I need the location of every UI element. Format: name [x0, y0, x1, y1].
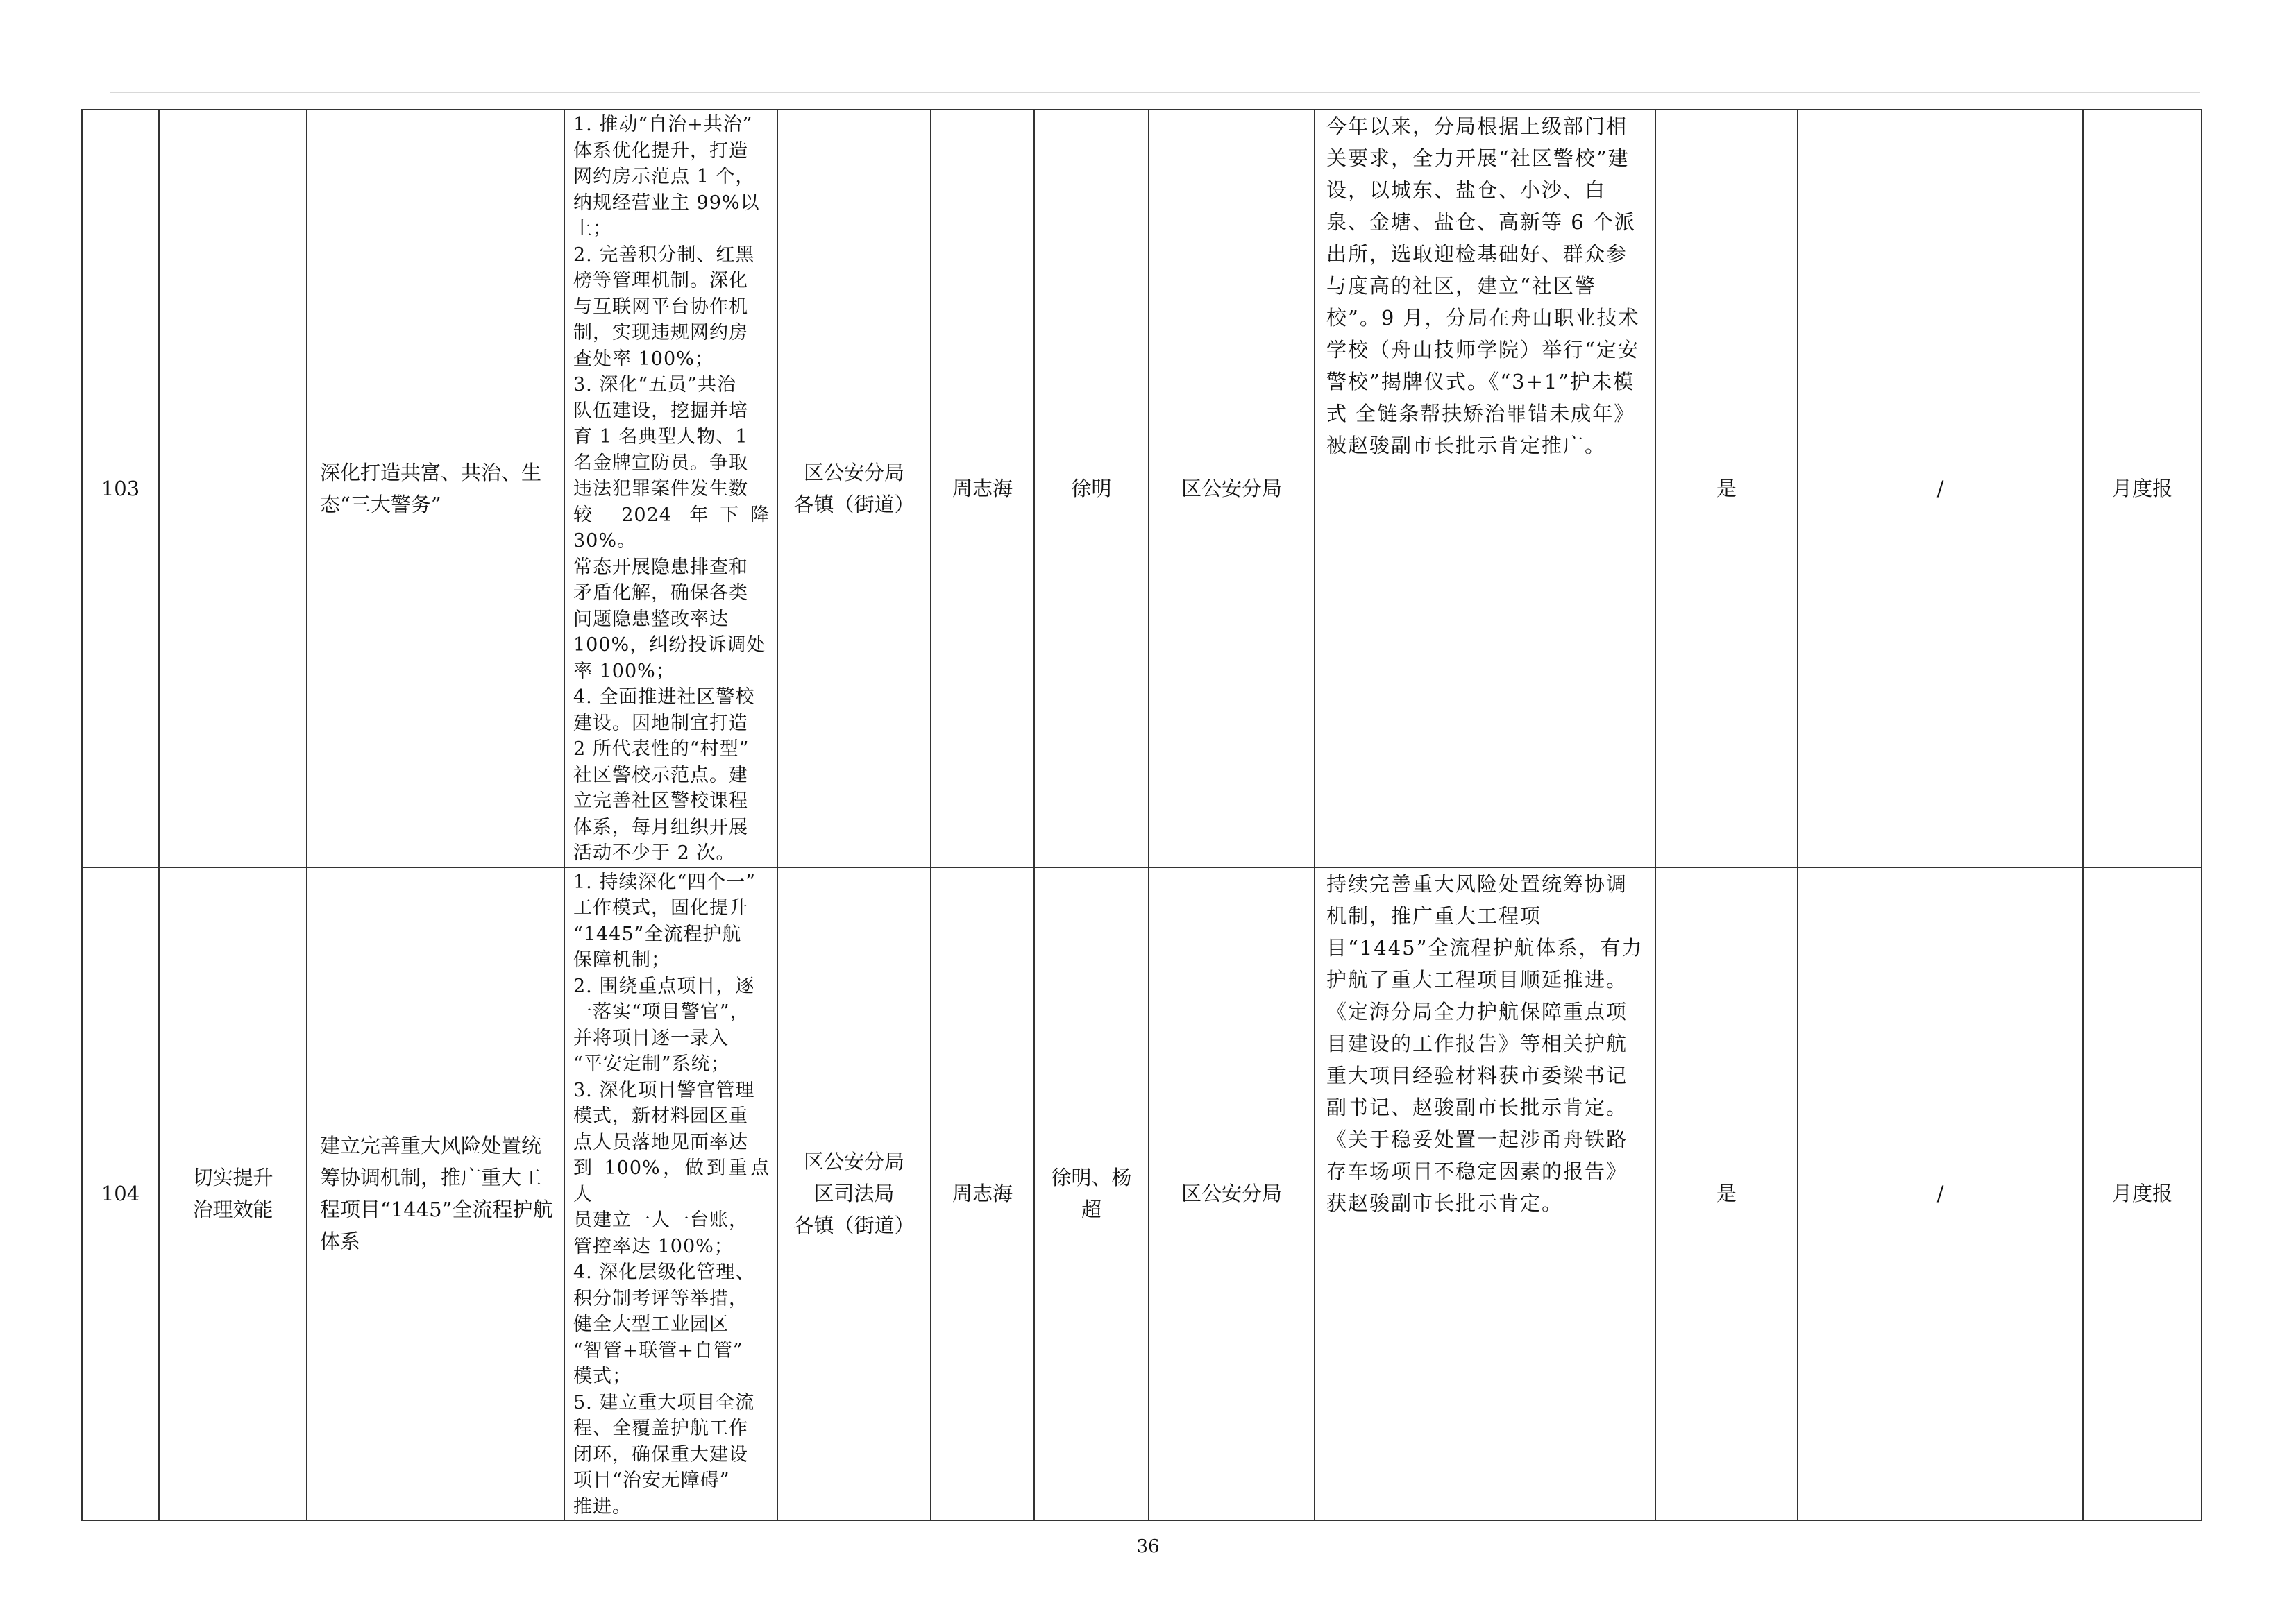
measure-line: 制，实现违规网约房	[573, 322, 748, 343]
measures-cell	[564, 110, 777, 867]
measure-line: 纳规经营业主 99%以	[573, 192, 760, 214]
row-number: 103	[82, 110, 159, 867]
measure-line: 队伍建设，挖掘并培	[573, 400, 748, 422]
measure-line: 与互联网平台协作机	[573, 296, 748, 318]
measure-line: 闭环，确保重大建设	[573, 1443, 748, 1465]
measure-line: 名金牌宣防员。争取	[573, 452, 748, 474]
measure-line: 4. 全面推进社区警校	[573, 686, 755, 708]
lead-leader-cell: 周志海	[931, 867, 1034, 1521]
responsible-leader-cell: 徐明、杨超	[1034, 867, 1149, 1521]
task-table	[81, 109, 2202, 1521]
measure-line: 并将项目逐一录入	[573, 1027, 729, 1049]
measure-line: 问题隐患整改率达	[573, 608, 729, 630]
measure-line: 立完善社区警校课程	[573, 790, 748, 812]
measure-line: 模式；	[573, 1366, 632, 1387]
measure-line: 健全大型工业园区	[573, 1314, 729, 1335]
responsible-units-cell	[777, 867, 931, 1521]
measure-line: 违法犯罪案件发生数	[573, 478, 748, 500]
frequency-cell: 月度报	[2083, 867, 2202, 1521]
measure-line: 100%，纠纷投诉调处	[573, 634, 766, 656]
flag-cell: 是	[1655, 867, 1798, 1521]
measure-line: 1. 持续深化“四个一”	[573, 871, 756, 893]
responsible-unit: 区公安分局	[803, 460, 904, 484]
measure-line: 活动不少于 2 次。	[573, 842, 736, 864]
measure-line: 4. 深化层级化管理、	[573, 1261, 755, 1283]
measure-line: 建设。因地制宜打造	[573, 712, 748, 734]
responsible-unit: 各镇（街道）	[793, 1214, 915, 1238]
measure-line: 工作模式，固化提升	[573, 897, 748, 919]
category-cell: 切实提升治理效能	[159, 867, 307, 1521]
measure-line: 5. 建立重大项目全流	[573, 1391, 755, 1413]
measure-line: 育 1 名典型人物、1	[573, 426, 748, 448]
category-cell	[159, 110, 307, 867]
measure-line: 员建立一人一台账，	[573, 1209, 748, 1231]
measure-line: 率 100%；	[573, 660, 675, 682]
task-cell: 深化打造共富、共治、生态“三大警务”	[307, 110, 564, 867]
measure-line: 2 所代表性的“村型”	[573, 738, 750, 760]
frequency-cell: 月度报	[2083, 110, 2202, 867]
lead-department-cell: 区公安分局	[1149, 110, 1315, 867]
measure-line: 点人员落地见面率达	[573, 1131, 748, 1153]
header-rule	[110, 92, 2200, 93]
measure-line: 体系，每月组织开展	[573, 816, 748, 838]
page-number: 36	[1136, 1536, 1160, 1557]
measure-line: 较 2024 年下降 30%。	[573, 504, 777, 552]
measure-line: “1445”全流程护航	[573, 923, 742, 945]
measure-line: 模式，新材料园区重	[573, 1105, 748, 1127]
measure-line: 2. 围绕重点项目，逐	[573, 975, 755, 997]
table-row	[82, 867, 2202, 1521]
responsible-leader-cell: 徐明	[1034, 110, 1149, 867]
measure-line: 3. 深化项目警官管理	[573, 1079, 755, 1101]
measure-line: “平安定制”系统；	[573, 1053, 730, 1075]
note-cell: /	[1798, 867, 2083, 1521]
note-cell: /	[1798, 110, 2083, 867]
measure-line: 积分制考评等举措，	[573, 1287, 748, 1309]
progress-cell: 今年以来，分局根据上级部门相关要求，全力开展“社区警校”建设，以城东、盐仓、小沙、白泉、金塘、盐仓、高新等 6 个派出所，选取迎检基础好、群众参与度高的社区，建立“社区警校”。9 月，分局在舟山职业技术学校（舟山技师学院）举行“定安警校”揭牌仪式。《“3+1”护未模式 全链条帮扶矫治罪错未成年》被赵骏副市长批示肯定推广。	[1315, 110, 1655, 867]
measure-line: 体系优化提升，打造	[573, 139, 748, 162]
measure-line: 1. 推动“自治+共治”	[573, 114, 753, 135]
table-row	[82, 110, 2202, 867]
measure-line: 保障机制；	[573, 949, 670, 971]
measure-line: 查处率 100%；	[573, 348, 714, 370]
measure-line: 矛盾化解，确保各类	[573, 582, 748, 604]
responsible-unit: 区司法局	[813, 1182, 895, 1206]
task-cell: 建立完善重大风险处置统筹协调机制，推广重大工程项目“1445”全流程护航体系	[307, 867, 564, 1521]
measure-line: 推进。	[573, 1495, 632, 1518]
measure-line: 程、全覆盖护航工作	[573, 1418, 748, 1439]
measure-line: “智管+联管+自管”	[573, 1339, 743, 1361]
lead-department-cell: 区公安分局	[1149, 867, 1315, 1521]
measure-line: 榜等管理机制。深化	[573, 270, 748, 291]
measure-line: 一落实“项目警官”，	[573, 1001, 750, 1023]
measure-line: 社区警校示范点。建	[573, 764, 748, 786]
flag-cell: 是	[1655, 110, 1798, 867]
measure-line: 上；	[573, 218, 612, 239]
measure-line: 到 100%，做到重点人	[573, 1157, 770, 1205]
responsible-unit: 区公安分局	[803, 1150, 904, 1174]
measure-line: 管控率达 100%；	[573, 1235, 734, 1257]
progress-cell: 持续完善重大风险处置统筹协调机制，推广重大工程项目“1445”全流程护航体系，有力护航了重大工程项目顺延推进。《定海分局全力护航保障重点项目建设的工作报告》等相关护航重大项目经验材料获市委梁书记副书记、赵骏副市长批示肯定。《关于稳妥处置一起涉甬舟铁路存车场项目不稳定因素的报告》获赵骏副市长批示肯定。	[1315, 867, 1655, 1521]
measure-line: 项目“治安无障碍”	[573, 1470, 730, 1491]
responsible-units-cell	[777, 110, 931, 867]
measure-line: 常态开展隐患排查和	[573, 556, 748, 578]
measures-cell	[564, 867, 777, 1521]
measure-line: 网约房示范点 1 个，	[573, 166, 755, 187]
row-number: 104	[82, 867, 159, 1521]
responsible-unit: 各镇（街道）	[793, 492, 915, 516]
measure-line: 3. 深化“五员”共治	[573, 374, 736, 396]
measure-line: 2. 完善积分制、红黑	[573, 244, 755, 266]
lead-leader-cell: 周志海	[931, 110, 1034, 867]
